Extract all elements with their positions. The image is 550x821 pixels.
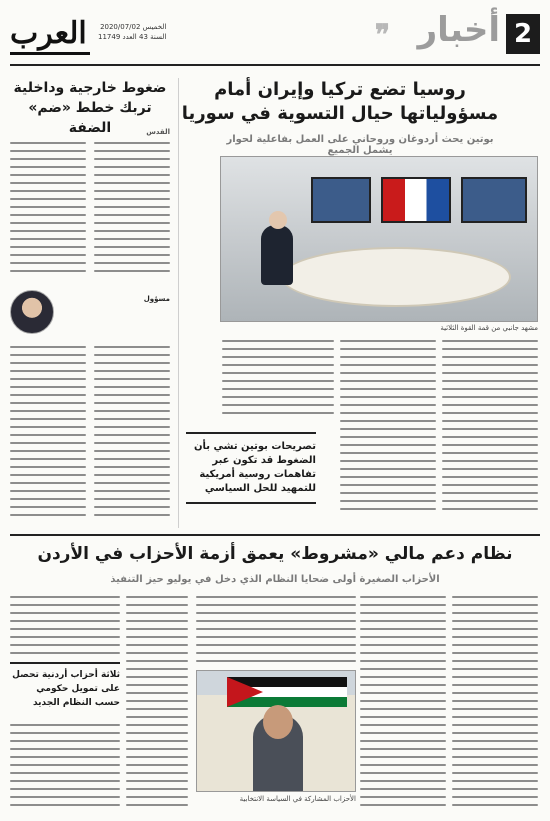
side-headline: ضغوط خارجية وداخلية تربك خطط «ضم» الضفة <box>13 80 167 136</box>
second-story-column <box>10 596 120 656</box>
column-divider <box>178 78 179 528</box>
section-title: أخبار <box>417 10 500 50</box>
side-story-column <box>10 142 86 282</box>
side-story-column <box>94 346 170 526</box>
second-story-column <box>126 596 188 812</box>
conference-table <box>281 247 511 307</box>
video-screen <box>311 177 371 223</box>
logo-underline <box>10 52 90 55</box>
main-photo <box>220 156 538 322</box>
masthead <box>10 10 540 66</box>
side-story-column <box>94 142 170 282</box>
side-byline: القدس <box>146 128 170 136</box>
second-photo-caption: الأحزاب المشاركة في السياسة الانتخابية <box>239 795 356 803</box>
date-block <box>98 22 166 42</box>
second-subheadline: الأحزاب الصغيرة أولى ضحايا النظام الذي دخل في يوليو حيز التنفيذ <box>110 574 440 585</box>
author-name: مسؤول <box>143 295 170 303</box>
author-avatar <box>10 290 54 334</box>
quote-icon: ❞ <box>374 18 390 51</box>
second-story-column <box>360 596 446 812</box>
side-story-column <box>10 346 86 526</box>
video-screen <box>381 177 451 223</box>
box-headline: ثلاثة أحزاب أردنية تحصل على تمويل حكومي حسب النظام الجديد <box>10 662 120 710</box>
photo-caption: مشهد جانبي من قمة القوة الثلاثية <box>440 324 538 332</box>
issue-line: السنة 43 العدد 11749 <box>98 33 167 41</box>
video-screen <box>461 177 527 223</box>
main-story-column <box>340 340 436 524</box>
person-head <box>269 211 287 229</box>
pullquote: تصريحات بوتين تشي بأن الضغوط قد تكون عبر تفاهمات روسية أمريكية للتمهيد للحل السياسي <box>186 432 316 504</box>
main-story-column <box>222 340 334 424</box>
second-photo <box>196 670 356 792</box>
second-story-column <box>196 596 356 664</box>
main-story-column <box>442 340 538 524</box>
jordan-flag-triangle <box>227 677 263 707</box>
second-story-column <box>452 596 538 812</box>
second-headline: نظام دعم مالي «مشروط» يعمق أزمة الأحزاب في الأردن <box>37 544 513 564</box>
page-number: 2 <box>506 14 540 54</box>
main-subheadline: بوتين يحث أردوغان وروحاني على العمل بفاعلية لحوار يشمل الجميع <box>226 134 494 156</box>
second-story-column <box>10 724 120 812</box>
person-head <box>263 705 293 739</box>
section-rule <box>10 534 540 536</box>
main-headline: روسيا تضع تركيا وإيران أمام مسؤولياتها حيال التسوية في سوريا <box>181 79 499 124</box>
date-line: الخميس 2020/07/02 <box>100 23 167 31</box>
newspaper-logo: العرب <box>10 16 87 51</box>
person-figure <box>261 225 293 285</box>
